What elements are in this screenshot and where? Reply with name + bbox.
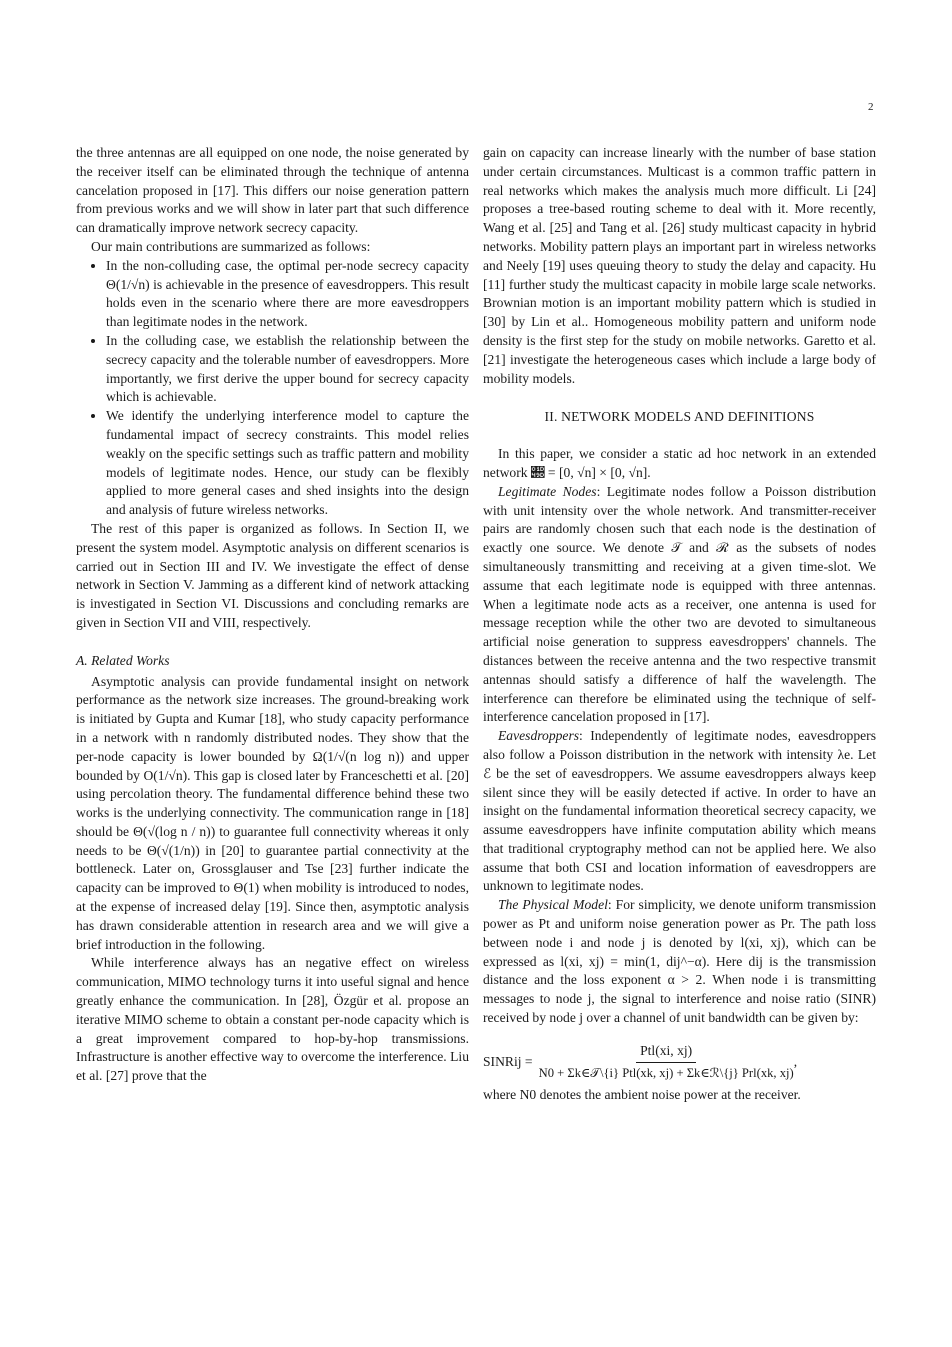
- paragraph-text: : Legitimate nodes follow a Poisson distribution with unit intensity over the whole network. And transmitter-receiver pairs are randomly chosen such that each node is the destination of exactly one source. We denote 𝒯 and ℛ as the subsets of nodes simultaneously transmitting and receiving at a given time-slot. We assume that each legitimate node is equipped with three antennas. When a legitimate node acts as a receiver, one antenna is used for message reception while the other two are devoted to simultaneous artificial noise generation to suppress eavesdroppers' channels. The distances between the receive antenna and the two respective transmit antennas should satisfy a difference of half the wavelength. The interference can therefore be eliminated using the technique of self-interference cancelation proposed in [17].: [483, 483, 876, 725]
- after-equation-text: where N0 denotes the ambient noise power at the receiver.: [483, 1087, 801, 1103]
- intro-paragraph: the three antennas are all equipped on one node, the noise generated by the receiver itself can be eliminated through the technique of antenna cancelation proposed in [17]. This differs our noise generation pattern from previous works and we will show in later part that such difference can dramatically improve network secrecy capacity.: [76, 145, 469, 236]
- contributions-intro: Our main contributions are summarized as follows:: [91, 238, 371, 254]
- eavesdroppers-paragraph: [483, 727, 876, 896]
- subsection-title: A. Related Works: [76, 652, 170, 668]
- paragraph-text: : For simplicity, we denote uniform transmission power as Pt and uniform noise generation power as Pr. The path loss between node i and node j is denoted by l(xi, xj), which can be expressed as l(xi, xj) = min(1, dij^−α). Here dij is the transmission distance and the loss exponent α > 2. When node i is transmitting messages to node j, the signal to interference and noise ratio (SINR) received by node j over a channel of unit bandwidth can be given by:: [483, 897, 876, 1026]
- left-column: [76, 144, 469, 1086]
- organization-paragraph: The rest of this paper is organized as follows. In Section II, we present the system model. Asymptotic analysis on different scenarios is carried out in Section III and IV. We investigate the effect of dense network in Section V. Jamming as a different kind of network attacking is investigated in Section VI. Discussions and concluding remarks are given in Section VII and VIII, respectively.: [76, 520, 469, 630]
- equation-fraction: [539, 1042, 794, 1083]
- paragraph-label: The Physical Model: [498, 897, 608, 913]
- equation-tail: ,: [793, 1053, 798, 1069]
- paragraph-label: Eavesdroppers: [498, 728, 580, 744]
- sinr-equation: [483, 1042, 876, 1083]
- section-title: II. NETWORK MODELS AND DEFINITIONS: [544, 409, 815, 425]
- equation-lhs: SINRij =: [483, 1053, 533, 1069]
- related-works-continuation: gain on capacity can increase linearly with the number of base station under certain circumstances. Multicast is a common traffic pattern in real networks which makes the analysis much more difficult. Li [24] proposes a tree-based routing scheme to deal with it. More recently, Wang et al. [25] and Tang et al. [26] study multicast capacity in hybrid networks. Mobility pattern plays an important part in wireless networks and Neely [19] uses queuing theory to study the delay and capacity. Hu [11] further study the multicast capacity in mobile large scale networks. Brownian motion is an important mobility pattern which is studied in [30] by Lin et al.. Homogeneous mobility pattern and uniform node density is the first step for the study on mobile networks. Garetto et al. [21] investigate the heterogeneous cases which include a large body of mobility models.: [483, 145, 876, 386]
- paragraph-label: Legitimate Nodes: [498, 483, 597, 499]
- network-paragraph: In this paper, we consider a static ad hoc network in an extended network 𝒝 = [0, √n] × [0, √n].: [483, 446, 876, 480]
- physical-model-paragraph: [483, 896, 876, 1028]
- legitimate-nodes-paragraph: [483, 483, 876, 727]
- page-number: 2: [868, 101, 874, 113]
- contribution-item: • In the non-colluding case, the optimal per-node secrecy capacity Θ(1/√n) is achievable in the presence of eavesdroppers. This result holds even in the scenario where there are more eavesdroppers than legitimate nodes in the network.: [106, 257, 469, 332]
- right-column: [483, 144, 876, 1105]
- contribution-item: • We identify the underlying interference model to capture the fundamental impact of secrecy constraints. This model relies weakly on the specific settings such as traffic pattern and mobility models of legitimate nodes. Hence, our study can be flexibly applied to more general cases and shed insights into the design and analysis of future wireless networks.: [106, 407, 469, 520]
- related-works-paragraph: Asymptotic analysis can provide fundamental insight on network performance as the network size increases. The ground-breaking work is initiated by Gupta and Kumar [18], who study capacity performance in a network with n randomly distributed nodes. They show that the per-node capacity is lower bounded by Ω(1/√(n log n)) and upper bounded by O(1/√n). This gap is closed later by Franceschetti et al. [20] using percolation theory. The fundamental difference behind these two works is the underlying connectivity. The communication range in [18] should be Θ(√(log n / n)) to guarantee full connectivity whereas it only needs to be Θ(√(1/n)) in [20] to guarantee partial connectivity at the bottleneck. Later on, Grossglauser and Tse [23] further indicate the capacity can be improved to Θ(1) when mobility is introduced to nodes, at the expense of increased delay [19]. Since then, asymptotic analysis has drawn considerable attention in research area and we will give a brief introduction in the following.: [76, 673, 469, 952]
- related-works-paragraph: While interference always has an negative effect on wireless communication, MIMO technology turns it into useful signal and hence greatly enhance the communication. In [28], Özgür et al. propose an iterative MIMO scheme to obtain a constant per-node capacity which is a great improvement compared to hop-by-hop transmissions. Infrastructure is another effective way to overcome the interference. Liu et al. [27] prove that the: [76, 955, 469, 1084]
- equation-denominator: N0 + Σk∈𝒯\{i} Ptl(xk, xj) + Σk∈ℛ\{j} Prl(xk, xj): [538, 1065, 794, 1080]
- contribution-item: • In the colluding case, we establish the relationship between the secrecy capacity and the tolerable number of eavesdroppers. More importantly, we first derive the upper bound for secrecy capacity which is achievable.: [106, 332, 469, 407]
- paragraph-text: : Independently of legitimate nodes, eavesdroppers also follow a Poisson distribution in the network with intensity λe. Let ℰ be the set of eavesdroppers. We assume eavesdroppers always keep silent since they will be easily detected if active. In order to have an insight on the fundamental information theoretical secrecy capacity, we assume eavesdroppers have infinite computation ability which means that traditional cryptography method can not be applied here. We also assume that both CSI and location information of eavesdroppers are unknown to legitimate nodes.: [483, 728, 876, 894]
- contributions-list: [76, 257, 469, 520]
- equation-numerator: Ptl(xi, xj): [636, 1042, 696, 1063]
